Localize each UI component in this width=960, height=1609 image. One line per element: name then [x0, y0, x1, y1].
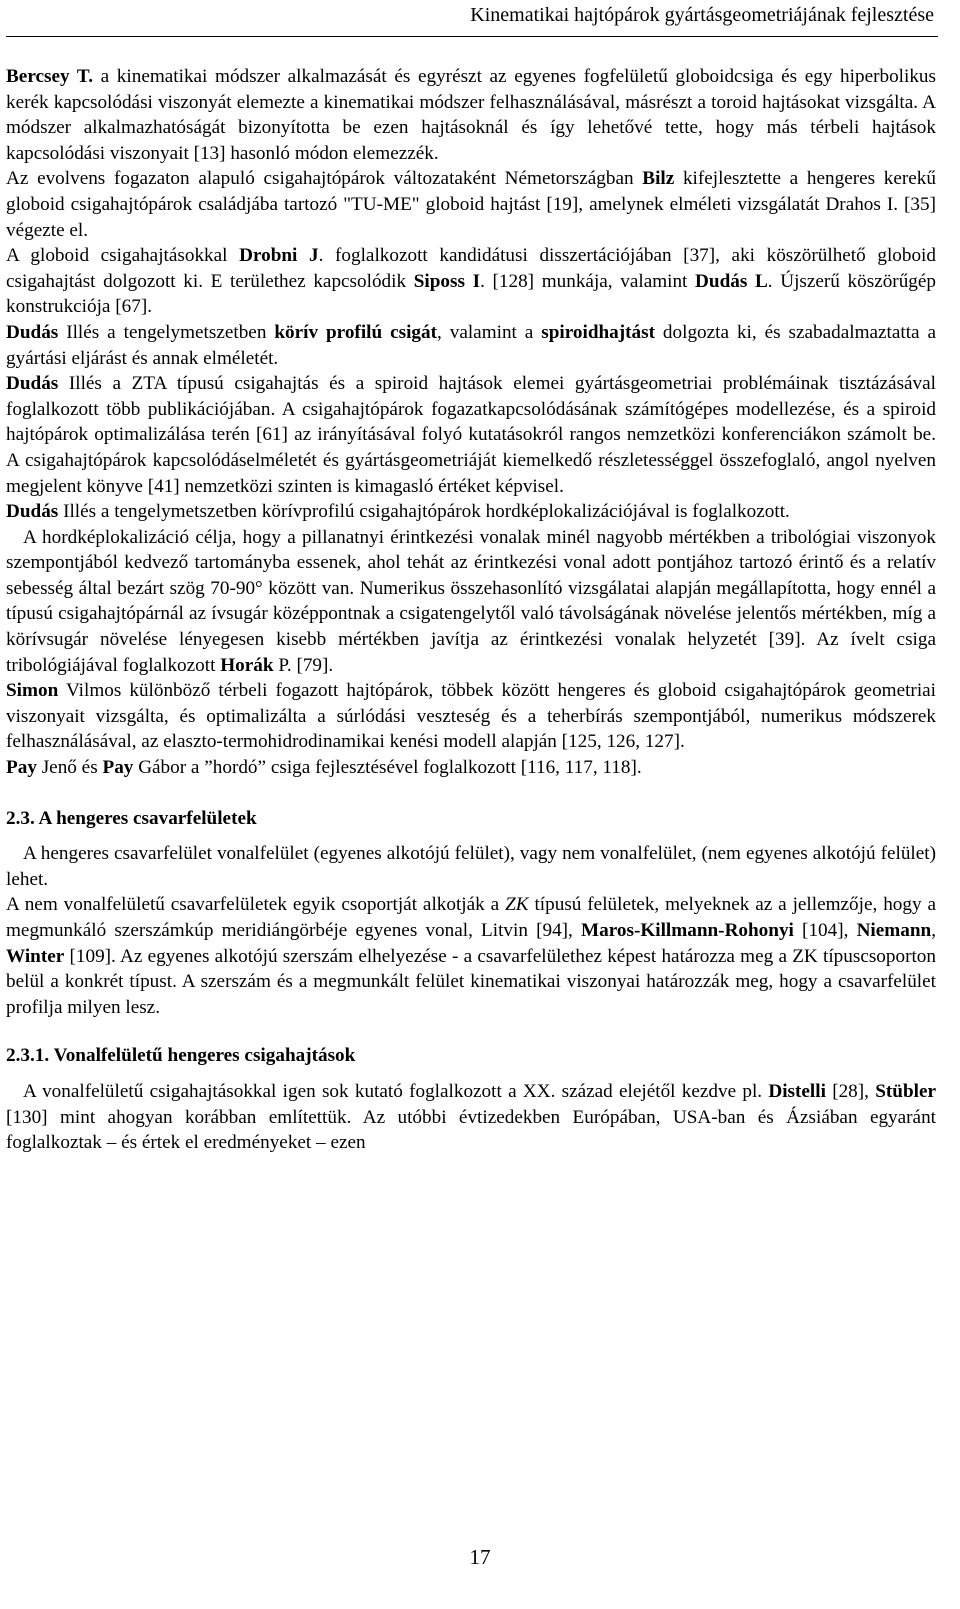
emphasis-term: spiroidhajtást [541, 321, 655, 343]
author-name: Simon [6, 680, 59, 702]
author-name: Niemann [856, 920, 932, 941]
author-name: Maros-Killmann-Rohonyi [581, 920, 794, 941]
paragraph-pay: Pay Jenő és Pay Gábor a ”hordó” csiga fejlesztésével foglalkozott [116, 117, 118]. [6, 757, 642, 779]
paragraph-hordkeplokalizacio: A hordképlokalizáció célja, hogy a pillanatnyi érintkezési vonalak minél nagyobb mértékben a tribológiai viszonyok szempontjából kedvező tartományba essenek, ahol tehát az érintkezési vonal adott pontjához tartozó érintő és a relatív sebesség által bezárt szög 70-90° között van. Numerikus összehasonlító vizsgálatai alapján megállapította, hogy ennél a típusú csigahajtópárnál az ívsugár középpontnak a csigatengelytől való távolságának növelése jelentős mértékben, míg a körívsugár növelése lényegesen kisebb mértékben javítja az érintkezési vonalak helyzetét [39]. Az ívelt csiga tribológiájával foglalkozott Horák P. [79]. [6, 526, 936, 676]
author-name: Dudás L [695, 270, 768, 292]
running-header: Kinematikai hajtópárok gyártásgeometriájának fejlesztése [470, 4, 934, 26]
author-name: Pay [6, 757, 37, 779]
author-name: Drobni J [239, 245, 319, 267]
author-name: Winter [6, 945, 65, 967]
paragraph-bercsey: Bercsey T. a kinematikai módszer alkalmazását és egyrészt az egyenes fogfelületű globoidcsiga és egy hiperbolikus kerék kapcsolódási viszonyát elemezte a kinematikai módszer felhasználásával, másrészt a toroid hajtásokat vizsgálta. A módszer alkalmazhatóságát bizonyította be ezen hajtásoknál és így lehetővé tette, hogy más térbeli hajtások kapcsolódási viszonyait [13] hasonló módon elemezzék. [6, 66, 936, 164]
paragraph-dudas-zta: Dudás Illés a ZTA típusú csigahajtás és a spiroid hajtások elemei gyártásgeometriai problémáinak tisztázásával foglalkozott több publikációjában. A csigahajtópárok fogazatkapcsolódásának számítógépes modellezése, és a spiroid hajtópárok optimalizálása terén [61] az irányításával folyó kutatásokról rangos nemzetközi konferenciákon számolt be. A csigahajtópárok kapcsolódáselméletét és gyártásgeometriáját kiemelkedő részletességgel összefoglaló, angol nyelven megjelent könyve [41] nemzetközi szinten is kimagasló értéket képvisel. [6, 373, 936, 497]
author-name: Distelli [768, 1080, 826, 1102]
page-body [6, 64, 936, 1156]
paragraph-hengeres-csavarfelulet: A hengeres csavarfelület vonalfelület (egyenes alkotójú felület), vagy nem vonalfelület, (nem egyenes alkotójú felület) lehet. [6, 843, 936, 890]
paragraph-simon: Simon Vilmos különböző térbeli fogazott hajtópárok, többek között hengeres és globoid csigahajtópárok geometriai viszonyait vizsgálta, és optimalizálta a súrlódási veszteség és a teherbírás szempontjából, numerikus módszerek felhasználásával, az elaszto-termohidrodinamikai kenési modell alapján [125, 126, 127]. [6, 680, 936, 753]
author-name: Dudás [6, 501, 59, 523]
section-heading-2-3: 2.3. A hengeres csavarfelületek [6, 807, 257, 829]
paragraph-vonalfeluletu: A vonalfelületű csigahajtásokkal igen sok kutató foglalkozott a XX. század elejétől kezdve pl. Distelli [28], Stübler [130] mint ahogyan korábban említettük. Az utóbbi évtizedekben Európában, USA-ban és Ázsiában egyaránt foglalkoztak – és értek el eredményeket – ezen [6, 1080, 937, 1154]
paragraph-drobni: A globoid csigahajtásokkal Drobni J. foglalkozott kandidátusi disszertációjában [37], aki köszörülhető globoid csigahajtást dolgozott ki. E területhez kapcsolódik Siposs I. [128] munkája, valamint Dudás L. Újszerű köszörűgép konstrukciója [67]. [6, 245, 936, 318]
author-name: Bercsey T. [6, 66, 94, 87]
italic-term: ZK [505, 894, 529, 916]
author-name: Bilz [642, 168, 675, 190]
section-heading-2-3-1: 2.3.1. Vonalfelületű hengeres csigahajtások [6, 1045, 356, 1067]
paragraph-bilz: Az evolvens fogazaton alapuló csigahajtópárok változataként Németországban Bilz kifejlesztette a hengeres kerekű globoid csigahajtópárok családjába tartozó "TU-ME" globoid hajtást [19], amelynek elméleti vizsgálatát Drahos I. [35] végezte el. [6, 168, 936, 241]
author-name: Dudás [6, 373, 59, 395]
paragraph-dudas-korив: Dudás Illés a tengelymetszetben körív profilú csigát, valamint a spiroidhajtást dolgozta ki, és szabadalmaztatta a gyártási eljárást és annak elméletét. [6, 321, 937, 369]
author-name: Siposs I [413, 270, 481, 292]
author-name: Horák [220, 654, 274, 676]
paragraph-zk-tipus: A nem vonalfelületű csavarfelületek egyik csoportját alkotják a ZK típusú felületek, melyeknek az a jellemzője, hogy a megmunkáló szerszámkúp meridiángörbéje egyenes vonal, Litvin [94], Maros-Killmann-Rohonyi [104], Niemann, Winter [109]. Az egyenes alkotójú szerszám elhelyezése - a csavarfelülethez képest határozza meg a ZK típuscsoporton belül a konkrét típust. A szerszám és a megmunkált felület kinematikai viszonyai határozzák meg, hogy a csavarfelület profilja milyen lesz. [6, 894, 936, 1018]
author-name: Pay [102, 757, 134, 779]
header-rule [6, 36, 938, 37]
paragraph-dudas-hordkep: Dudás Illés a tengelymetszetben körívprofilú csigahajtópárok hordképlokalizációjával is foglalkozott. [6, 501, 790, 523]
page-number: 17 [469, 1545, 491, 1569]
author-name: Dudás [6, 321, 59, 343]
author-name: Stübler [875, 1080, 937, 1102]
emphasis-term: körív profilú csigát [274, 321, 437, 343]
